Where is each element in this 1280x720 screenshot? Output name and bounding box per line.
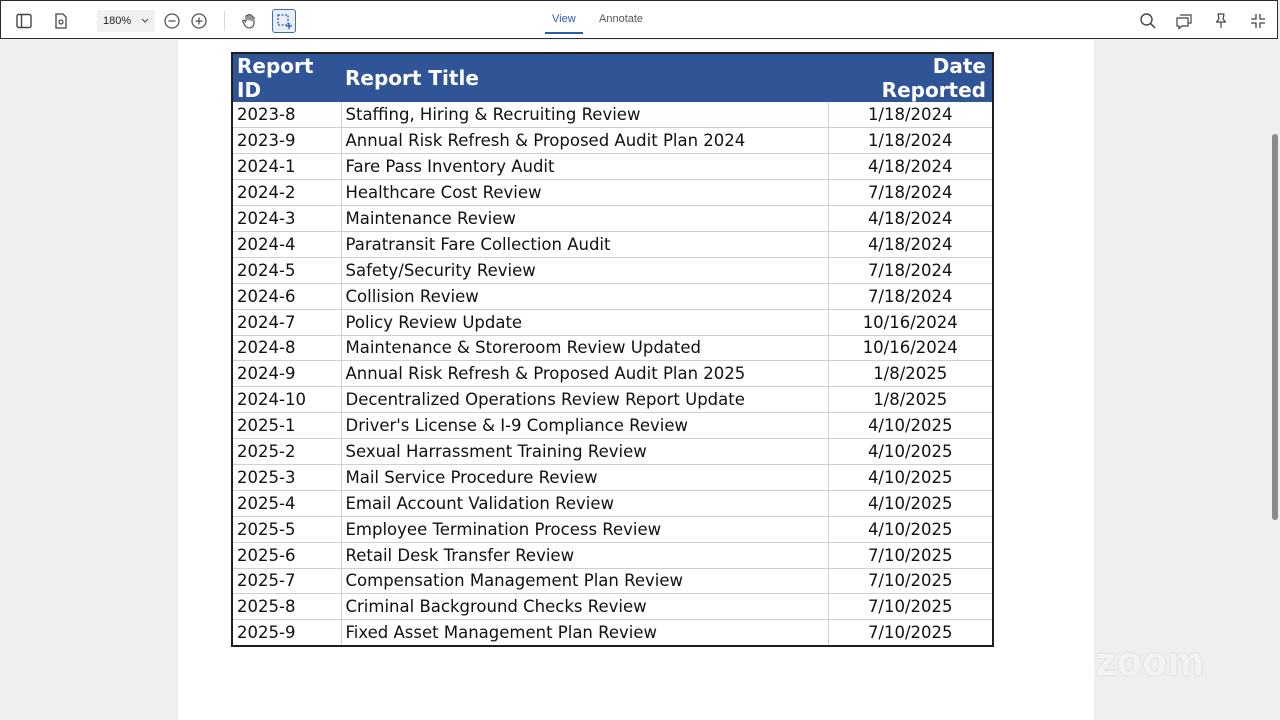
cell-report-title: Maintenance Review	[341, 206, 828, 232]
cell-report-title: Staffing, Hiring & Recruiting Review	[341, 102, 828, 128]
search-icon	[1139, 12, 1157, 30]
zoom-out-button[interactable]	[160, 9, 184, 33]
cell-report-id: 2025-3	[232, 464, 341, 490]
pin-button[interactable]	[1209, 9, 1233, 33]
header-report-id: Report ID	[232, 53, 341, 102]
cell-report-id: 2025-1	[232, 413, 341, 439]
page-icon	[52, 12, 70, 30]
table-row	[232, 283, 993, 309]
collapse-button[interactable]	[1246, 9, 1270, 33]
zoom-value: 180	[103, 15, 122, 27]
select-tool-button[interactable]	[272, 9, 296, 33]
header-date-reported: Date Reported	[828, 53, 993, 102]
table-row	[232, 594, 993, 620]
table-row	[232, 257, 993, 283]
table-row	[232, 387, 993, 413]
table-row	[232, 542, 993, 568]
cell-report-title: Criminal Background Checks Review	[341, 594, 828, 620]
cell-report-id: 2023-8	[232, 102, 341, 128]
table-row	[232, 568, 993, 594]
comments-button[interactable]	[1172, 9, 1196, 33]
table-row	[232, 620, 993, 646]
cell-date-reported: 1/18/2024	[828, 102, 993, 128]
cell-report-title: Safety/Security Review	[341, 257, 828, 283]
table-row	[232, 490, 993, 516]
zoom-level-input[interactable]	[97, 10, 155, 32]
cell-report-id: 2023-9	[232, 128, 341, 154]
cell-report-title: Decentralized Operations Review Report Update	[341, 387, 828, 413]
page-thumbnail-button[interactable]	[49, 9, 73, 33]
cell-date-reported: 1/8/2025	[828, 361, 993, 387]
cell-date-reported: 4/10/2025	[828, 490, 993, 516]
zoom-unit: %	[121, 15, 132, 27]
cell-report-title: Compensation Management Plan Review	[341, 568, 828, 594]
cell-date-reported: 1/8/2025	[828, 387, 993, 413]
cell-report-title: Employee Termination Process Review	[341, 516, 828, 542]
table-row	[232, 361, 993, 387]
cell-date-reported: 7/18/2024	[828, 283, 993, 309]
cell-report-title: Paratransit Fare Collection Audit	[341, 231, 828, 257]
report-table	[231, 52, 994, 647]
chevron-down-icon[interactable]	[140, 15, 150, 25]
cell-report-title: Healthcare Cost Review	[341, 180, 828, 206]
table-body	[232, 102, 993, 646]
marquee-select-icon	[275, 12, 293, 30]
cell-report-title: Annual Risk Refresh & Proposed Audit Plan 2025	[341, 361, 828, 387]
cell-report-title: Annual Risk Refresh & Proposed Audit Plan 2024	[341, 128, 828, 154]
hand-icon	[240, 12, 258, 30]
header-report-title: Report Title	[341, 53, 828, 102]
cell-date-reported: 4/10/2025	[828, 464, 993, 490]
active-tab-indicator	[545, 32, 583, 34]
cell-date-reported: 7/18/2024	[828, 180, 993, 206]
collapse-icon	[1249, 12, 1267, 30]
cell-date-reported: 4/10/2025	[828, 516, 993, 542]
cell-report-id: 2025-7	[232, 568, 341, 594]
table-row	[232, 413, 993, 439]
cell-report-title: Policy Review Update	[341, 309, 828, 335]
cell-date-reported: 10/16/2024	[828, 335, 993, 361]
table-row	[232, 154, 993, 180]
cell-report-id: 2025-9	[232, 620, 341, 646]
cell-date-reported: 1/18/2024	[828, 128, 993, 154]
sidebar-toggle-button[interactable]	[12, 9, 36, 33]
cell-date-reported: 4/10/2025	[828, 413, 993, 439]
cell-report-title: Collision Review	[341, 283, 828, 309]
vertical-scrollbar[interactable]	[1272, 134, 1278, 520]
cell-report-id: 2024-7	[232, 309, 341, 335]
cell-report-id: 2024-8	[232, 335, 341, 361]
table-row	[232, 439, 993, 465]
table-header-row	[232, 53, 993, 102]
cell-date-reported: 7/18/2024	[828, 257, 993, 283]
table-row	[232, 335, 993, 361]
table-row	[232, 464, 993, 490]
cell-report-title: Retail Desk Transfer Review	[341, 542, 828, 568]
cell-date-reported: 7/10/2025	[867, 623, 953, 642]
cell-report-id: 2025-2	[232, 439, 341, 465]
zoom-out-icon	[163, 12, 181, 30]
cell-report-title: Email Account Validation Review	[341, 490, 828, 516]
cell-report-id: 2024-6	[232, 283, 341, 309]
cell-report-id: 2024-10	[232, 387, 341, 413]
table-row	[232, 128, 993, 154]
tab-annotate[interactable]: Annotate	[599, 13, 644, 25]
cell-date-reported: 10/16/2024	[828, 309, 993, 335]
cell-report-title: Mail Service Procedure Review	[341, 464, 828, 490]
hand-tool-button[interactable]	[237, 9, 261, 33]
search-button[interactable]	[1136, 9, 1160, 33]
cell-date-reported: 4/18/2024	[828, 154, 993, 180]
cell-report-id: 2024-3	[232, 206, 341, 232]
cell-report-id: 2025-4	[232, 490, 341, 516]
cell-report-id: 2024-5	[232, 257, 341, 283]
cell-report-id: 2025-8	[232, 594, 341, 620]
cell-report-id: 2025-5	[232, 516, 341, 542]
table-row	[232, 102, 993, 128]
cell-report-title: Sexual Harrassment Training Review	[341, 439, 828, 465]
tab-view[interactable]: View	[552, 13, 576, 25]
table-row	[232, 231, 993, 257]
cell-date-reported: 4/10/2025	[828, 439, 993, 465]
table-row	[232, 206, 993, 232]
cell-report-id: 2024-2	[232, 180, 341, 206]
pdf-toolbar	[0, 0, 1278, 39]
table-row	[232, 516, 993, 542]
table-row	[232, 180, 993, 206]
zoom-in-icon	[190, 12, 208, 30]
cell-report-id: 2025-6	[232, 542, 341, 568]
cell-report-title: Fixed Asset Management Plan Review	[341, 620, 828, 646]
cell-report-title: Driver's License & I-9 Compliance Review	[341, 413, 828, 439]
cell-date-reported: 4/18/2024	[828, 231, 993, 257]
cell-date-reported: 7/10/2025	[828, 594, 993, 620]
cell-report-id: 2024-9	[232, 361, 341, 387]
cell-date-reported: 7/10/2025	[828, 568, 993, 594]
table-row	[232, 309, 993, 335]
cell-report-title: Maintenance & Storeroom Review Updated	[341, 335, 828, 361]
cell-date-reported: 4/18/2024	[828, 206, 993, 232]
cell-date-reported: 7/10/2025	[828, 542, 993, 568]
cell-report-id: 2024-4	[232, 231, 341, 257]
pin-icon	[1212, 12, 1230, 30]
toolbar-divider	[224, 11, 225, 31]
cell-report-title: Fare Pass Inventory Audit	[341, 154, 828, 180]
zoom-watermark: zoom	[1096, 640, 1205, 684]
cell-report-id: 2024-1	[232, 154, 341, 180]
sidebar-icon	[15, 12, 33, 30]
zoom-in-button[interactable]	[187, 9, 211, 33]
comments-icon	[1175, 12, 1193, 30]
